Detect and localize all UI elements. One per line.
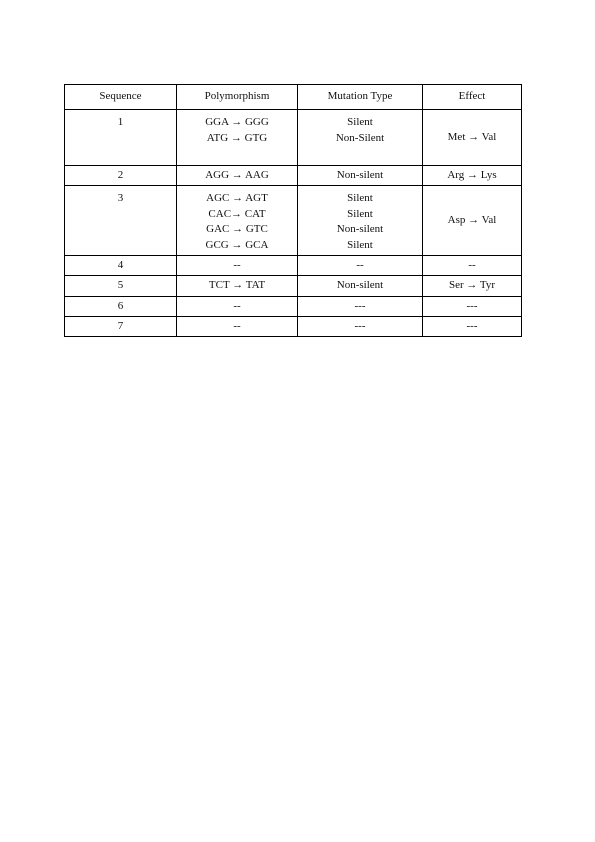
cell-polymorphism [177,256,298,276]
cell-mutation-type [298,276,423,297]
cell-polymorphism [177,317,298,337]
table-row [65,110,522,166]
cell-effect [423,276,522,297]
cell-mutation-type [298,297,423,317]
polymorphism-entry: -- [233,299,241,312]
mutation-type-entry: Silent [347,238,373,251]
polymorphism-table [64,84,522,337]
cell-mutation-type [298,166,423,186]
cell-mutation-type [298,186,423,256]
cell-mutation-type [298,317,423,337]
mutation-type-entry: --- [354,299,366,312]
mutation-type-entry: Silent [347,192,373,204]
mutation-type-entry: Non-silent [336,279,384,292]
polymorphism-entry: ATG → GTG [206,131,268,144]
effect-entry: -- [468,258,476,271]
cell-effect [423,317,522,337]
cell-sequence [65,256,177,276]
sequence-number: 1 [117,116,124,128]
effect-entry: Arg → Lys [447,168,497,181]
sequence-number: 4 [117,258,124,271]
cell-mutation-type [298,110,423,166]
sequence-number: 3 [117,192,124,204]
table-row [65,166,522,186]
sequence-number: 5 [117,279,124,292]
polymorphism-entry: -- [233,258,241,271]
mutation-type-entry: Silent [347,207,373,220]
cell-sequence [65,110,177,166]
sequence-number: 7 [117,319,124,332]
cell-polymorphism [177,276,298,297]
polymorphism-entry: GAC → GTC [206,223,268,235]
header-polymorphism: Polymorphism [177,85,298,110]
table-header-row [65,85,522,110]
cell-polymorphism [177,297,298,317]
cell-sequence [65,276,177,297]
polymorphism-entry: AGG → AAG [205,168,269,181]
cell-polymorphism [177,186,298,256]
effect-entry: Asp → Val [447,213,497,226]
cell-polymorphism [177,110,298,166]
mutation-type-entry: --- [354,319,366,332]
mutation-type-entry: Non-Silent [335,131,385,144]
polymorphism-entry: GGA → GGG [205,116,269,128]
effect-entry: --- [466,319,478,332]
polymorphism-entry: AGC → AGT [206,192,268,204]
cell-effect [423,110,522,166]
table-row [65,297,522,317]
header-effect: Effect [423,85,522,110]
table-row [65,276,522,297]
polymorphism-entry: -- [233,319,241,332]
mutation-type-entry: Silent [347,116,373,128]
cell-polymorphism [177,166,298,186]
cell-effect [423,297,522,317]
polymorphism-entry: GCG → GCA [205,238,269,251]
table-row [65,256,522,276]
cell-sequence [65,317,177,337]
mutation-type-entry: -- [356,258,364,271]
table-row [65,186,522,256]
cell-sequence [65,166,177,186]
cell-effect [423,256,522,276]
cell-mutation-type [298,256,423,276]
effect-entry: Met → Val [447,130,497,143]
mutation-type-entry: Non-silent [336,168,384,181]
header-sequence: Sequence [65,85,177,110]
polymorphism-entry: TCT → TAT [208,279,266,292]
header-mutation-type: Mutation Type [298,85,423,110]
sequence-number: 6 [117,299,124,312]
cell-sequence [65,297,177,317]
sequence-number: 2 [117,168,124,181]
effect-entry: Ser → Tyr [448,279,496,292]
effect-entry: --- [466,299,478,312]
cell-effect [423,166,522,186]
cell-sequence [65,186,177,256]
table-row [65,317,522,337]
cell-effect [423,186,522,256]
mutation-type-entry: Non-silent [336,223,384,235]
polymorphism-entry: CAC→ CAT [208,207,266,220]
